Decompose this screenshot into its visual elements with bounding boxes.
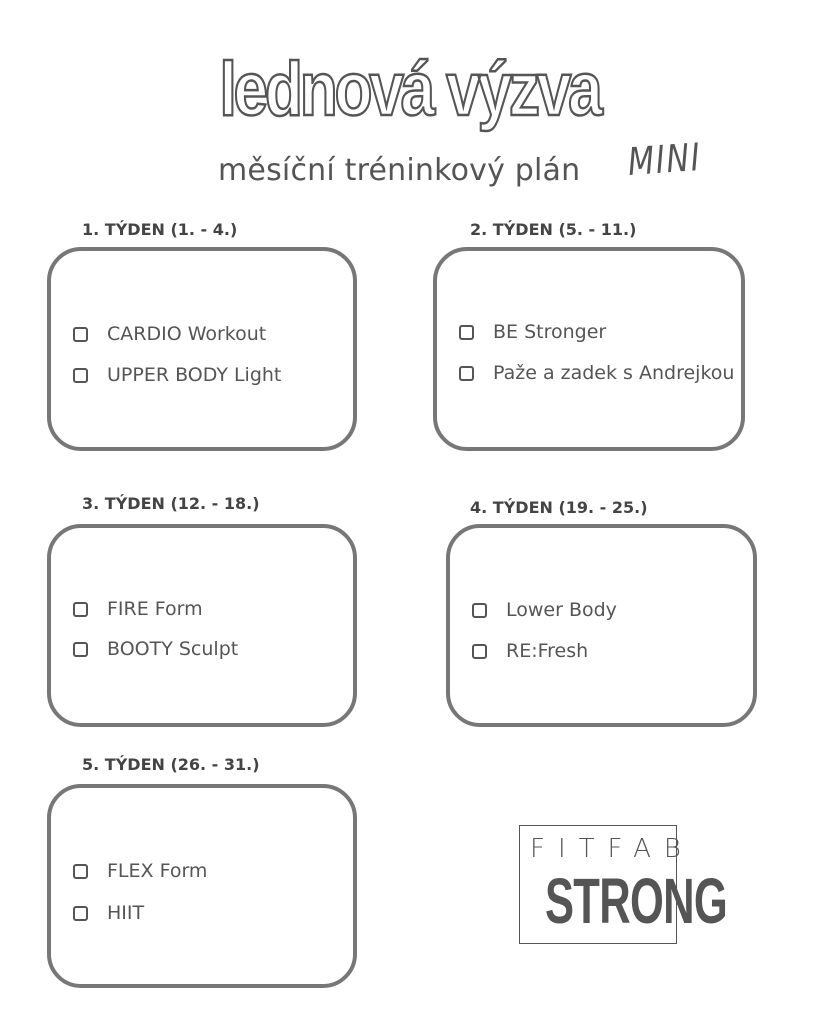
checklist-item[interactable] [73,323,266,345]
logo-bottom-text: STRONG [544,865,728,937]
checklist-item[interactable] [73,638,238,660]
item-label: UPPER BODY Light [107,364,282,386]
week-4-box [446,524,757,727]
checkbox-icon[interactable] [73,864,88,879]
fitfab-strong-logo [519,825,728,944]
week-3-box [47,524,357,727]
checkbox-icon[interactable] [472,603,487,618]
checklist-item[interactable] [73,598,203,620]
checkbox-icon[interactable] [73,602,88,617]
checklist-item[interactable] [459,362,734,384]
checklist-item[interactable] [459,321,606,343]
checkbox-icon[interactable] [73,368,88,383]
page-title: lednová výzva [219,47,600,132]
checkbox-icon[interactable] [73,906,88,921]
week-2-label: 2. TÝDEN (5. - 11.) [470,220,637,239]
logo-top-text: FITFAB [530,834,694,864]
checkbox-icon[interactable] [459,325,474,340]
week-4-label: 4. TÝDEN (19. - 25.) [470,498,648,517]
checkbox-icon[interactable] [73,642,88,657]
item-label: CARDIO Workout [107,323,267,345]
week-2-box [433,247,745,451]
item-label: RE:Fresh [506,640,589,662]
checklist-item[interactable] [73,902,144,924]
item-label: FIRE Form [107,598,203,620]
item-label: BE Stronger [493,321,607,343]
page-subtitle: měsíční tréninkový plán [218,153,581,188]
week-5-label: 5. TÝDEN (26. - 31.) [82,755,260,774]
week-3-label: 3. TÝDEN (12. - 18.) [82,494,260,513]
checkbox-icon[interactable] [459,366,474,381]
checkbox-icon[interactable] [472,644,487,659]
item-label: Lower Body [506,599,617,621]
mini-badge: MINI [626,134,703,184]
checklist-item[interactable] [73,364,281,386]
item-label: Paže a zadek s Andrejkou [493,362,735,384]
week-1-box [47,247,357,451]
week-1-label: 1. TÝDEN (1. - 4.) [82,220,238,239]
checklist-item[interactable] [472,640,588,662]
checklist-item[interactable] [472,599,617,621]
checklist-item[interactable] [73,860,207,882]
week-5-box [47,784,357,988]
item-label: BOOTY Sculpt [107,638,239,660]
checkbox-icon[interactable] [73,327,88,342]
item-label: FLEX Form [107,860,208,882]
item-label: HIIT [107,902,145,924]
